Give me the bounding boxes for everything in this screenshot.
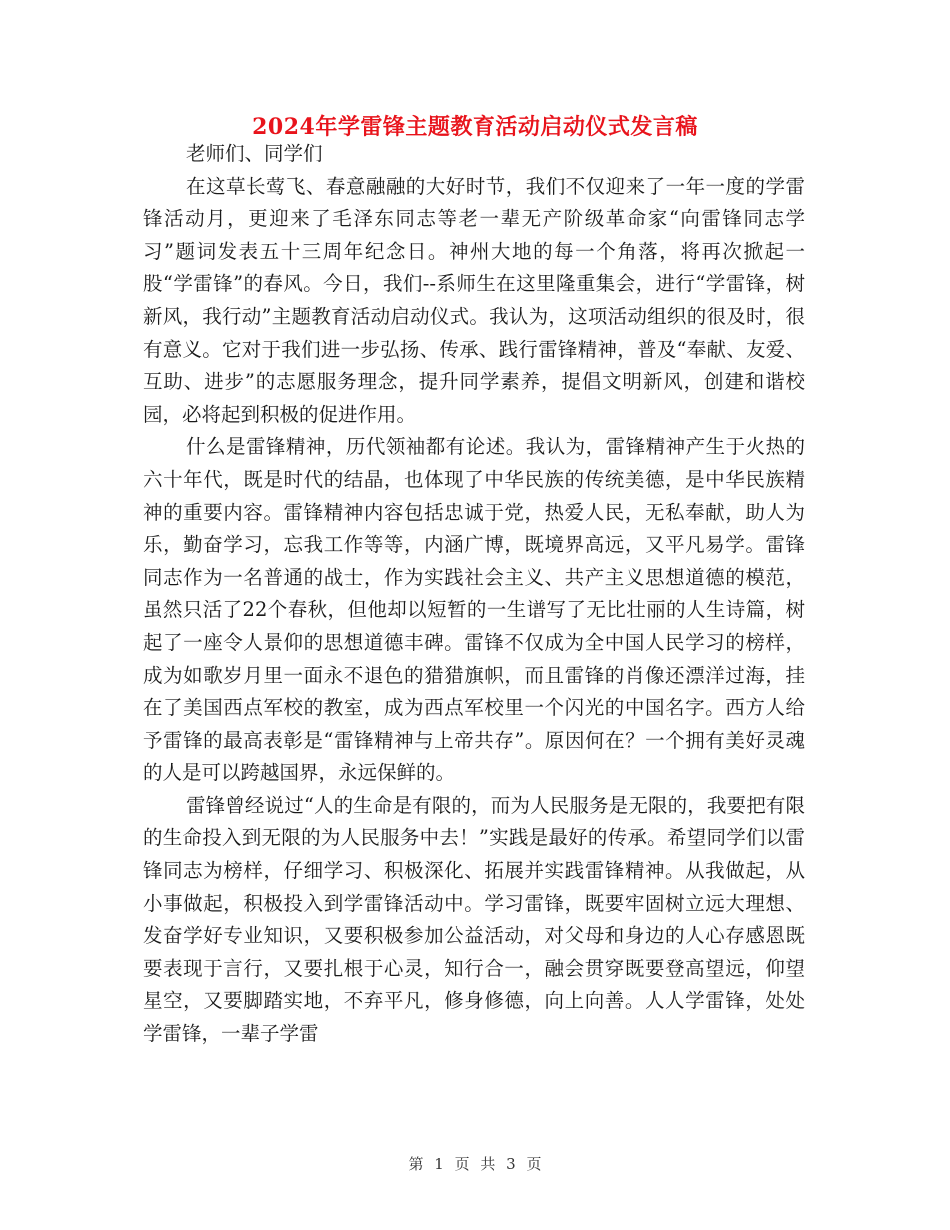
page-number-footer: 第 1 页 共 3 页 [408, 1155, 542, 1173]
paragraph-3: 雷锋曾经说过“人的生命是有限的，而为人民服务是无限的，我要把有限的生命投入到无限的为人民服务中去！”实践是最好的传承。希望同学们以雷锋同志为榜样，仔细学习、积极深化、拓展并实践雷锋精神。从我做起，从小事做起，积极投入到学雷锋活动中。学习雷锋，既要牢固树立远大理想、发奋学好专业知识，又要积极参加公益活动，对父母和身边的人心存感恩既要表现于言行，又要扎根于心灵，知行合一，融会贯穿既要登高望远，仰望星空，又要脚踏实地，不弃平凡，修身修德，向上向善。人人学雷锋，处处学雷锋，一辈子学雷 [143, 793, 805, 1046]
paragraph-2: 什么是雷锋精神，历代领袖都有论述。我认为，雷锋精神产生于火热的六十年代，既是时代的结晶，也体现了中华民族的传统美德，是中华民族精神的重要内容。雷锋精神内容包括忠诚于党，热爱人民，无私奉献，助人为乐，勤奋学习，忘我工作等等，内涵广博，既境界高远，又平凡易学。雷锋同志作为一名普通的战士，作为实践社会主义、共产主义思想道德的模范，虽然只活了22个春秋，但他却以短暂的一生谱写了无比壮丽的人生诗篇，树起了一座令人景仰的思想道德丰碑。雷锋不仅成为全中国人民学习的榜样，成为如歌岁月里一面永不退色的猎猎旗帜，而且雷锋的肖像还漂洋过海，挂在了美国西点军校的教室，成为西点军校里一个闪光的中国名字。西方人给予雷锋的最高表彰是“雷锋精神与上帝共存”。原因何在？一个拥有美好灵魂的人是可以跨越国界，永远保鲜的。 [143, 435, 805, 785]
paragraph-1: 在这草长莺飞、春意融融的大好时节，我们不仅迎来了一年一度的学雷锋活动月，更迎来了毛泽东同志等老一辈无产阶级革命家“向雷锋同志学习”题词发表五十三周年纪念日。神州大地的每一个角落，将再次掀起一股“学雷锋”的春风。今日，我们--系师生在这里隆重集会，进行“学雷锋，树新风，我行动”主题教育活动启动仪式。我认为，这项活动组织的很及时，很有意义。它对于我们进一步弘扬、传承、践行雷锋精神，普及“奉献、友爱、互助、进步”的志愿服务理念，提升同学素养，提倡文明新风，创建和谐校园，必将起到积极的促进作用。 [143, 174, 805, 426]
document-title: 2024年学雷锋主题教育活动启动仪式发言稿 [252, 114, 698, 140]
greeting-line: 老师们、同学们 [186, 142, 323, 165]
document-body [143, 138, 805, 1051]
